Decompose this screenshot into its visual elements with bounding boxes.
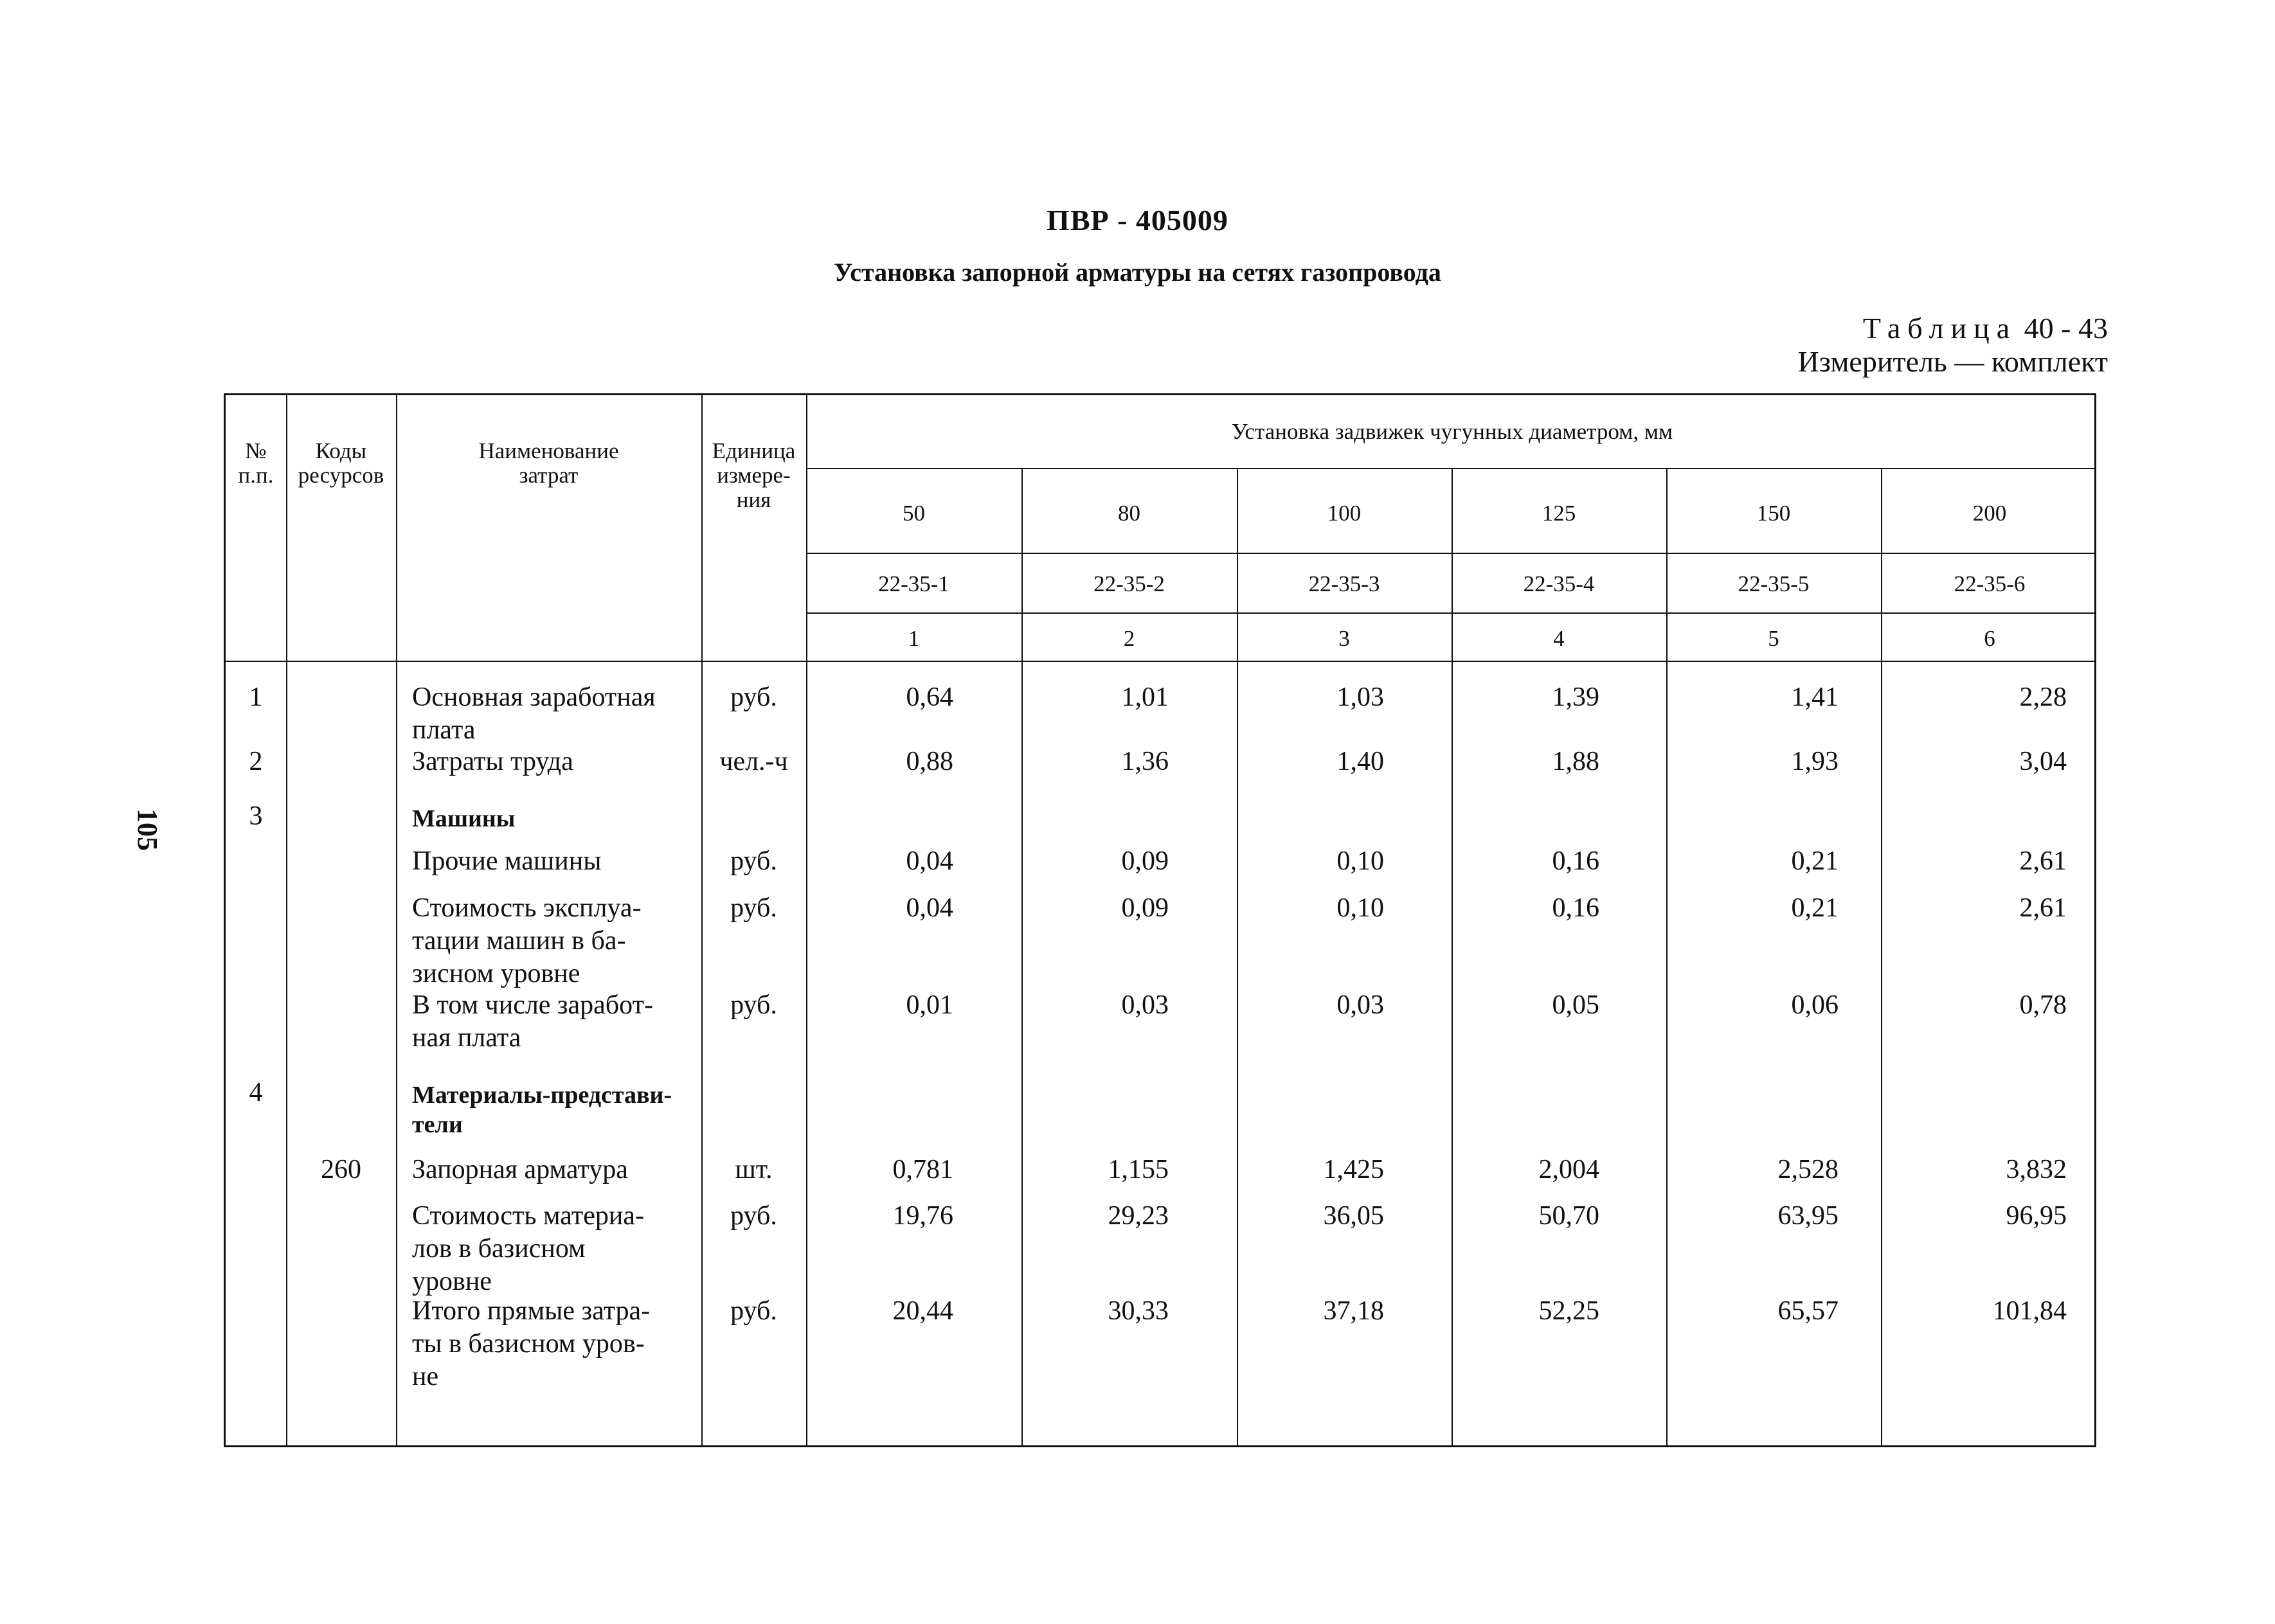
value-cell: 1,425	[1323, 1155, 1384, 1184]
value-cell: 1,03	[1336, 683, 1384, 712]
value-cell: 2,61	[2019, 846, 2067, 876]
cost-name: Прочие машины	[412, 846, 602, 876]
value-cell: 1,93	[1791, 747, 1839, 776]
diameter-header: 200	[1972, 501, 2007, 526]
value-cell: 29,23	[1108, 1201, 1169, 1231]
header-unit: Единица измере- ния	[712, 438, 796, 512]
unit: руб.	[730, 1296, 777, 1326]
value-cell: 0,01	[906, 990, 953, 1020]
cost-name: Материалы-представи- тели	[412, 1082, 672, 1138]
value-cell: 1,36	[1121, 747, 1169, 776]
value-cell: 0,04	[906, 893, 953, 923]
cost-name: Основная заработная плата	[412, 683, 656, 745]
row-number: 2	[249, 747, 263, 776]
value-cell: 0,09	[1121, 893, 1169, 923]
value-cell: 0,10	[1336, 893, 1384, 923]
value-cell: 2,28	[2019, 683, 2067, 712]
value-cell: 1,41	[1791, 683, 1839, 712]
cost-name: В том числе заработ- ная плата	[412, 990, 653, 1053]
document-subtitle: Установка запорной арматуры на сетях газопровода	[834, 258, 1441, 287]
cost-name: Запорная арматура	[412, 1155, 628, 1184]
column-number: 3	[1338, 626, 1350, 651]
diameter-header: 125	[1542, 501, 1576, 526]
code-header: 22-35-4	[1523, 571, 1595, 596]
value-cell: 0,16	[1552, 846, 1599, 876]
value-cell: 52,25	[1538, 1296, 1599, 1326]
cost-name: Машины	[412, 805, 516, 832]
value-cell: 0,781	[892, 1155, 953, 1184]
diameter-header: 80	[1118, 501, 1140, 526]
code-header: 22-35-2	[1093, 571, 1165, 596]
value-cell: 50,70	[1538, 1201, 1599, 1231]
column-number: 6	[1984, 626, 1995, 651]
table-label	[1798, 312, 2108, 379]
cost-name: Стоимость материа- лов в базисном уровне	[412, 1201, 644, 1296]
unit: руб.	[730, 846, 777, 876]
header-group: Установка задвижек чугунных диаметром, мм	[1231, 419, 1673, 444]
cost-name: Стоимость эксплуа- тации машин в ба- зисном уровне	[412, 893, 642, 988]
header-codes: Коды ресурсов	[298, 438, 384, 488]
diameter-header: 100	[1327, 501, 1362, 526]
value-cell: 37,18	[1323, 1296, 1384, 1326]
document-title: ПВР - 405009	[1047, 204, 1228, 236]
value-cell: 2,004	[1538, 1155, 1599, 1184]
value-cell: 20,44	[892, 1296, 953, 1326]
code-header: 22-35-6	[1954, 571, 2026, 596]
unit: руб.	[730, 683, 777, 712]
table-number: 40 - 43	[2024, 312, 2108, 344]
row-number: 1	[249, 683, 263, 712]
unit: руб.	[730, 990, 777, 1020]
value-cell: 1,88	[1552, 747, 1599, 776]
value-cell: 96,95	[2006, 1201, 2067, 1231]
header-no: № п.п.	[238, 438, 274, 488]
value-cell: 0,09	[1121, 846, 1169, 876]
page-number: 105	[132, 808, 163, 851]
value-cell: 36,05	[1323, 1201, 1384, 1231]
cost-table	[224, 393, 2096, 1447]
value-cell: 0,64	[906, 683, 953, 712]
value-cell: 0,88	[906, 747, 953, 776]
value-cell: 101,84	[1992, 1296, 2067, 1326]
column-number: 1	[908, 626, 920, 651]
value-cell: 0,16	[1552, 893, 1599, 923]
code-header: 22-35-5	[1738, 571, 1810, 596]
unit: чел.-ч	[719, 747, 788, 776]
value-cell: 0,05	[1552, 990, 1599, 1020]
row-number: 3	[249, 801, 263, 831]
code-header: 22-35-3	[1308, 571, 1380, 596]
header-name: Наименование затрат	[478, 438, 619, 488]
column-number: 2	[1123, 626, 1135, 651]
value-cell: 0,03	[1121, 990, 1169, 1020]
value-cell: 2,528	[1777, 1155, 1839, 1184]
cost-name: Итого прямые затра- ты в базисном уров- не	[412, 1296, 651, 1391]
value-cell: 0,10	[1336, 846, 1384, 876]
unit: руб.	[730, 893, 777, 923]
value-cell: 0,78	[2019, 990, 2067, 1020]
diameter-header: 150	[1756, 501, 1791, 526]
meter-label: Измеритель — комплект	[1797, 345, 2108, 378]
table-word: Таблица	[1862, 312, 2017, 344]
value-cell: 0,21	[1791, 893, 1839, 923]
unit: руб.	[730, 1201, 777, 1231]
column-number: 5	[1768, 626, 1779, 651]
value-cell: 0,21	[1791, 846, 1839, 876]
value-cell: 0,03	[1336, 990, 1384, 1020]
row-number: 4	[249, 1078, 263, 1107]
value-cell: 63,95	[1777, 1201, 1839, 1231]
value-cell: 0,06	[1791, 990, 1839, 1020]
code-header: 22-35-1	[878, 571, 949, 596]
value-cell: 2,61	[2019, 893, 2067, 923]
value-cell: 3,832	[2006, 1155, 2067, 1184]
value-cell: 19,76	[892, 1201, 953, 1231]
unit: шт.	[735, 1155, 773, 1184]
value-cell: 1,39	[1552, 683, 1599, 712]
value-cell: 30,33	[1108, 1296, 1169, 1326]
column-number: 4	[1553, 626, 1565, 651]
resource-code: 260	[321, 1155, 361, 1184]
value-cell: 1,01	[1121, 683, 1169, 712]
value-cell: 1,40	[1336, 747, 1384, 776]
value-cell: 3,04	[2019, 747, 2067, 776]
cost-name: Затраты труда	[412, 747, 573, 776]
diameter-header: 50	[903, 501, 925, 526]
value-cell: 0,04	[906, 846, 953, 876]
value-cell: 65,57	[1777, 1296, 1839, 1326]
value-cell: 1,155	[1108, 1155, 1169, 1184]
